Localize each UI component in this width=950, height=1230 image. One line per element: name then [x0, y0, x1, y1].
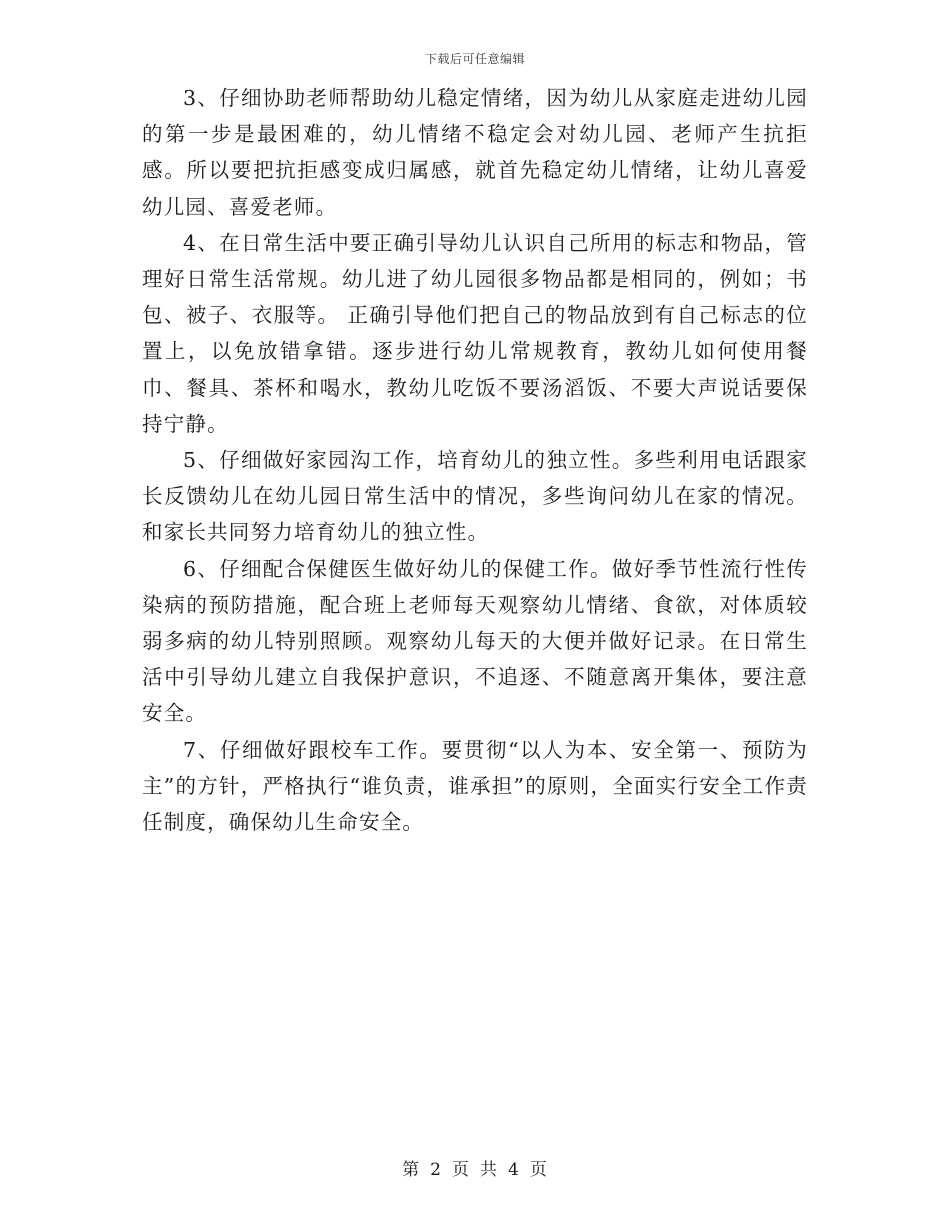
footer-middle1: 页	[452, 1160, 470, 1180]
page-footer	[0, 1155, 950, 1180]
footer-prefix: 第	[402, 1160, 421, 1180]
footer-page-number: 2	[430, 1160, 442, 1180]
footer-suffix: 页	[529, 1160, 548, 1180]
paragraph-7: 7、仔细做好跟校车工作。要贯彻“以人为本、安全第一、预防为主”的方针，严格执行“谁负责，谁承担”的原则，全面实行安全工作责任制度，确保幼儿生命安全。	[142, 737, 808, 835]
paragraph-6: 6、仔细配合保健医生做好幼儿的保健工作。做好季节性流行性传染病的预防措施，配合班上老师每天观察幼儿情绪、食欲，对体质较弱多病的幼儿特别照顾。观察幼儿每天的大便并做好记录。在日常生活中引导幼儿建立自我保护意识，不追逐、不随意离开集体，要注意安全。	[142, 556, 808, 726]
footer-total-pages: 4	[508, 1160, 520, 1180]
paragraph-3: 3、仔细协助老师帮助幼儿稳定情绪，因为幼儿从家庭走进幼儿园的第一步是最困难的，幼儿情绪不稳定会对幼儿园、老师产生抗拒感。所以要把抗拒感变成归属感，就首先稳定幼儿情绪，让幼儿喜爱幼儿园、喜爱老师。	[142, 86, 808, 219]
paragraph-4: 4、在日常生活中要正确引导幼儿认识自己所用的标志和物品，管理好日常生活常规。幼儿进了幼儿园很多物品都是相同的，例如；书包、被子、衣服等。 正确引导他们把自己的物品放到有自己标志的位置上，以免放错拿错。逐步进行幼儿常规教育，教幼儿如何使用餐巾、餐具、茶杯和喝水，教幼儿吃饭不要汤滔饭、不要大声说话要保持宁静。	[142, 230, 808, 436]
paragraph-5: 5、仔细做好家园沟工作，培育幼儿的独立性。多些利用电话跟家长反馈幼儿在幼儿园日常生活中的情况，多些询问幼儿在家的情况。和家长共同努力培育幼儿的独立性。	[142, 448, 808, 545]
footer-middle2: 共	[480, 1160, 498, 1180]
document-body	[142, 80, 808, 840]
page-header: 下载后可任意编辑	[424, 52, 525, 66]
